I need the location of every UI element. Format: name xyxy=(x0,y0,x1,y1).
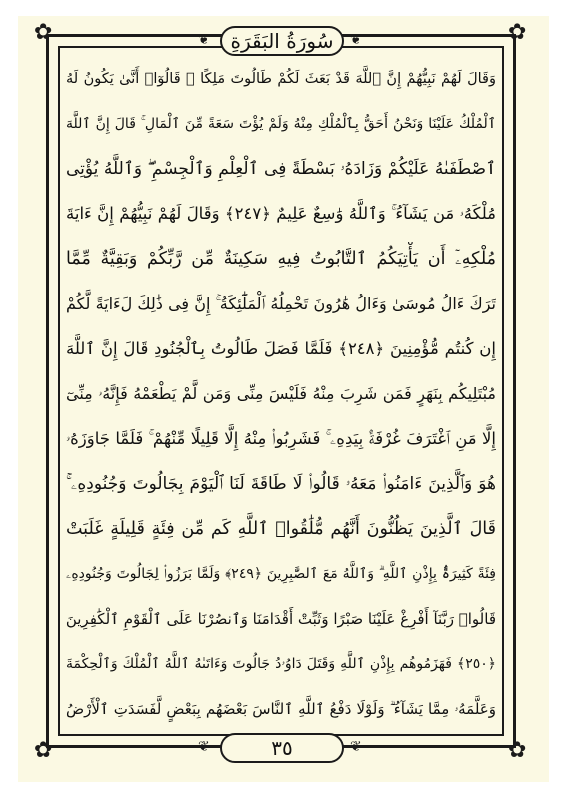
corner-ornament-icon: ✿ xyxy=(508,20,527,45)
verse-line: ٱصْطَفَىٰهُ عَلَيْكُمْ وَزَادَهُۥ بَسْطَةً فِى ٱلْعِلْمِ وَٱلْجِسْمِ ۖ وَٱللَّهُ يُؤْتِى xyxy=(66,159,496,179)
flourish-ornament-icon: ❦ xyxy=(350,32,362,48)
surah-title: سُورَةُ البَقَرَةِ xyxy=(230,29,334,53)
verse-line: قَالُوا۟ رَبَّنَآ أَفْرِغْ عَلَيْنَا صَبْرًا وَثَبِّتْ أَقْدَامَنَا وَٱنصُرْنَا عَلَى ٱلْقَوْمِ ٱلْكَٰفِرِينَ xyxy=(66,610,496,628)
verse-text-block xyxy=(66,62,496,726)
page-number: ٣٥ xyxy=(271,736,293,760)
corner-ornament-icon: ✿ xyxy=(508,738,527,763)
verse-line: وَقَالَ لَهُمْ نَبِيُّهُمْ إِنَّ ٱللَّهَ قَدْ بَعَثَ لَكُمْ طَالُوتَ مَلِكًا ۚ قَالُوٓا۟ أَنَّىٰ يَكُونُ لَهُ xyxy=(66,71,496,87)
verse-line: قَالَ ٱلَّذِينَ يَظُنُّونَ أَنَّهُم مُّلَٰقُوا۟ ٱللَّهِ كَم مِّن فِئَةٍ قَلِيلَةٍ غَلَبَتْ xyxy=(66,519,496,539)
flourish-ornament-icon: ❦ xyxy=(198,32,210,48)
verse-line: مُلْكِهِۦٓ أَن يَأْتِيَكُمُ ٱلتَّابُوتُ فِيهِ سَكِينَةٌ مِّن رَّبِّكُمْ وَبَقِيَّةٌ مِّمَّا xyxy=(66,249,496,269)
surah-title-cartouche xyxy=(220,26,344,56)
verse-line: وَعَلَّمَهُۥ مِمَّا يَشَآءُ ۗ وَلَوْلَا دَفْعُ ٱللَّهِ ٱلنَّاسَ بَعْضَهُم بِبَعْضٍ لَّفَسَدَتِ ٱلْأَرْضُ xyxy=(66,700,496,718)
verse-line: مُبْتَلِيكُم بِنَهَرٍ فَمَن شَرِبَ مِنْهُ فَلَيْسَ مِنِّى وَمَن لَّمْ يَطْعَمْهُ فَإِنَّهُۥ مِنِّىٓ xyxy=(66,384,496,403)
corner-ornament-icon: ✿ xyxy=(34,738,53,763)
page-number-cartouche xyxy=(220,733,344,763)
flourish-ornament-icon: ❦ xyxy=(198,739,210,755)
verse-line: هُوَ وَٱلَّذِينَ ءَامَنُوا۟ مَعَهُۥ قَالُوا۟ لَا طَاقَةَ لَنَا ٱلْيَوْمَ بِجَالُوتَ وَجُنُودِهِۦ ۚ xyxy=(66,474,496,494)
corner-ornament-icon: ✿ xyxy=(34,20,53,45)
verse-line: ﴿٢٥٠﴾ فَهَزَمُوهُم بِإِذْنِ ٱللَّهِ وَقَتَلَ دَاوُۥدُ جَالُوتَ وَءَاتَىٰهُ ٱللَّهُ ٱلْمُلْكَ وَٱلْحِكْمَةَ xyxy=(66,656,496,672)
verse-line: فِئَةً كَثِيرَةًۢ بِإِذْنِ ٱللَّهِ ۗ وَٱللَّهُ مَعَ ٱلصَّٰبِرِينَ ﴿٢٤٩﴾ وَلَمَّا بَرَزُوا۟ لِجَالُوتَ وَجُنُودِهِۦ xyxy=(66,566,496,582)
verse-line: مُلْكَهُۥ مَن يَشَآءُ ۚ وَٱللَّهُ وَٰسِعٌ عَلِيمٌ ﴿٢٤٧﴾ وَقَالَ لَهُمْ نَبِيُّهُمْ إِنَّ ءَايَةَ xyxy=(66,204,496,223)
flourish-ornament-icon: ❦ xyxy=(350,739,362,755)
verse-line: إِن كُنتُم مُّؤْمِنِينَ ﴿٢٤٨﴾ فَلَمَّا فَصَلَ طَالُوتُ بِٱلْجُنُودِ قَالَ إِنَّ ٱللَّهَ xyxy=(66,339,496,358)
verse-line: إِلَّا مَنِ ٱغْتَرَفَ غُرْفَةًۢ بِيَدِهِۦ ۚ فَشَرِبُوا۟ مِنْهُ إِلَّا قَلِيلًا مِّنْهُمْ ۚ فَلَمَّا جَاوَزَهُۥ xyxy=(66,429,496,448)
verse-line: تَرَكَ ءَالُ مُوسَىٰ وَءَالُ هَٰرُونَ تَحْمِلُهُ ٱلْمَلَٰٓئِكَةُ ۚ إِنَّ فِى ذَٰلِكَ لَءَايَةً لَّكُمْ xyxy=(66,294,496,313)
verse-line: ٱلْمُلْكُ عَلَيْنَا وَنَحْنُ أَحَقُّ بِٱلْمُلْكِ مِنْهُ وَلَمْ يُؤْتَ سَعَةً مِّنَ ٱلْمَالِ ۚ قَالَ إِنَّ ٱللَّهَ xyxy=(66,116,496,132)
